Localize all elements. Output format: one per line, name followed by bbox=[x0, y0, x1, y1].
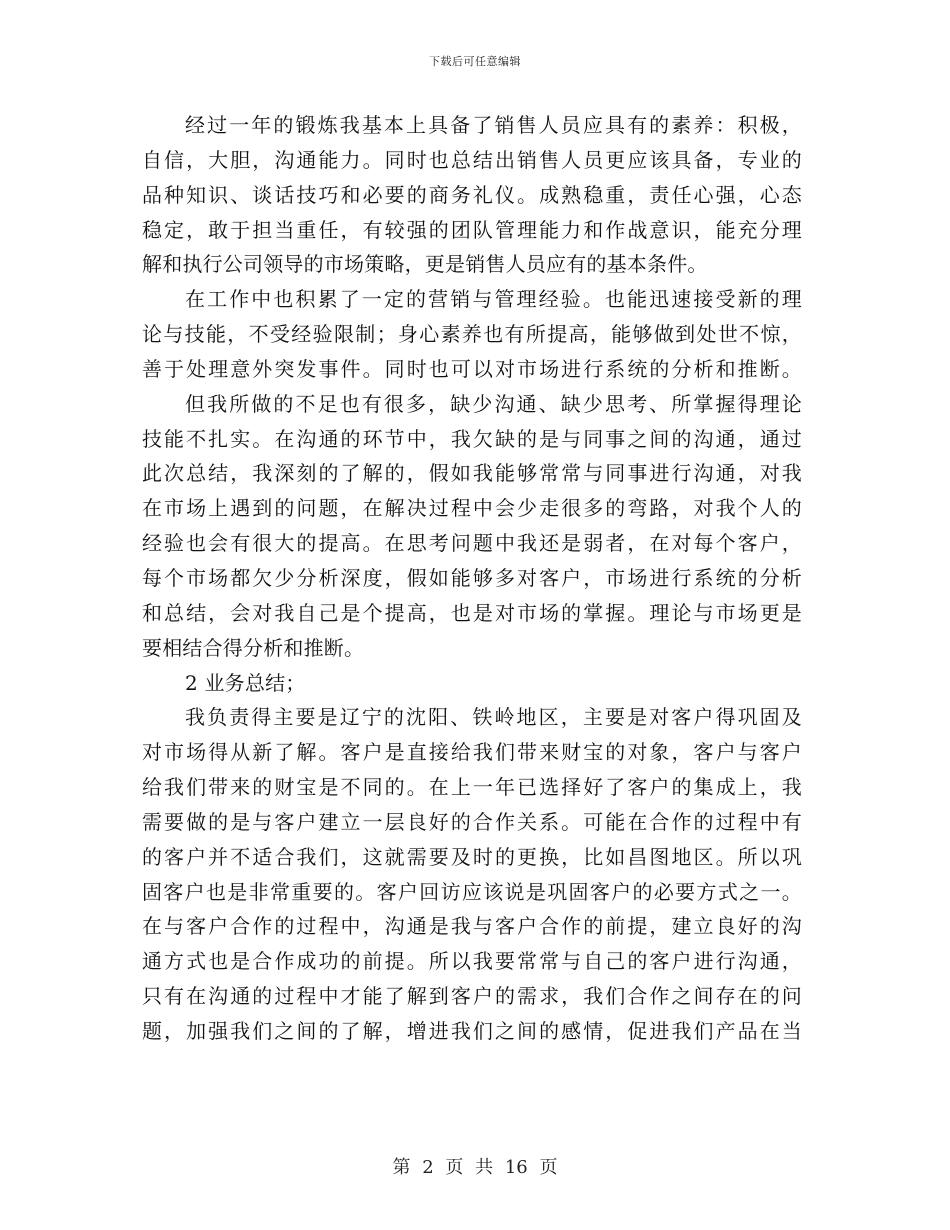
paragraph-line: 每个市场都欠少分析深度，假如能够多对客户，市场进行系统的分析 bbox=[142, 565, 802, 590]
paragraph-line: 技能不扎实。在沟通的环节中，我欠缺的是与同事之间的沟通，通过 bbox=[142, 426, 802, 451]
paragraph-line: 但我所做的不足也有很多，缺少沟通、缺少思考、所掌握得理论 bbox=[185, 391, 802, 416]
paragraph-line: 论与技能，不受经验限制；身心素养也有所提高，能够做到处世不惊， bbox=[142, 322, 802, 347]
paragraph-line: 固客户也是非常重要的。客户回访应该说是巩固客户的必要方式之一。 bbox=[142, 879, 802, 904]
paragraph-line: 经验也会有很大的提高。在思考问题中我还是弱者，在对每个客户， bbox=[142, 531, 802, 556]
paragraph-line: 经过一年的锻炼我基本上具备了销售人员应具有的素养：积极， bbox=[185, 113, 802, 137]
page-header: 下载后可任意编辑 bbox=[429, 55, 521, 68]
paragraph-line: 的客户并不适合我们，这就需要及时的更换，比如昌图地区。所以巩 bbox=[142, 844, 802, 869]
paragraph-line: 题，加强我们之间的了解，增进我们之间的感情，促进我们产品在当 bbox=[142, 1018, 802, 1043]
paragraph-line: 我负责得主要是辽宁的沈阳、铁岭地区，主要是对客户得巩固及 bbox=[185, 705, 802, 730]
paragraph-line: 在工作中也积累了一定的营销与管理经验。也能迅速接受新的理 bbox=[185, 287, 802, 312]
paragraph-line: 此次总结，我深刻的了解的，假如我能够常常与同事进行沟通，对我 bbox=[142, 461, 802, 486]
paragraph-line: 通方式也是合作成功的前提。所以我要常常与自己的客户进行沟通， bbox=[142, 949, 802, 974]
paragraph-line: 只有在沟通的过程中才能了解到客户的需求，我们合作之间存在的问 bbox=[142, 984, 802, 1009]
paragraph-line: 要相结合得分析和推断。 bbox=[142, 635, 365, 660]
paragraph-line: 稳定，敢于担当重任，有较强的团队管理能力和作战意识，能充分理 bbox=[142, 217, 802, 242]
paragraph-line: 和总结，会对我自己是个提高，也是对市场的掌握。理论与市场更是 bbox=[142, 600, 802, 625]
page-footer: 第 2 页 共 16 页 bbox=[392, 1157, 558, 1178]
paragraph-line: 需要做的是与客户建立一层良好的合作关系。可能在合作的过程中有 bbox=[142, 809, 802, 834]
document-body bbox=[142, 108, 802, 1049]
section-heading: 2 业务总结； bbox=[185, 670, 306, 695]
paragraph-line: 在市场上遇到的问题，在解决过程中会少走很多的弯路，对我个人的 bbox=[142, 496, 802, 521]
paragraph-line: 善于处理意外突发事件。同时也可以对市场进行系统的分析和推断。 bbox=[142, 356, 802, 381]
paragraph-line: 在与客户合作的过程中，沟通是我与客户合作的前提，建立良好的沟 bbox=[142, 914, 802, 939]
paragraph-line: 自信，大胆，沟通能力。同时也总结出销售人员更应该具备，专业的 bbox=[142, 147, 802, 172]
paragraph-line: 解和执行公司领导的市场策略，更是销售人员应有的基本条件。 bbox=[142, 252, 708, 277]
paragraph-line: 品种知识、谈话技巧和必要的商务礼仪。成熟稳重，责任心强，心态 bbox=[142, 182, 802, 207]
paragraph-line: 对市场得从新了解。客户是直接给我们带来财宝的对象，客户与客户 bbox=[142, 740, 802, 765]
paragraph-line: 给我们带来的财宝是不同的。在上一年已选择好了客户的集成上，我 bbox=[142, 775, 802, 800]
